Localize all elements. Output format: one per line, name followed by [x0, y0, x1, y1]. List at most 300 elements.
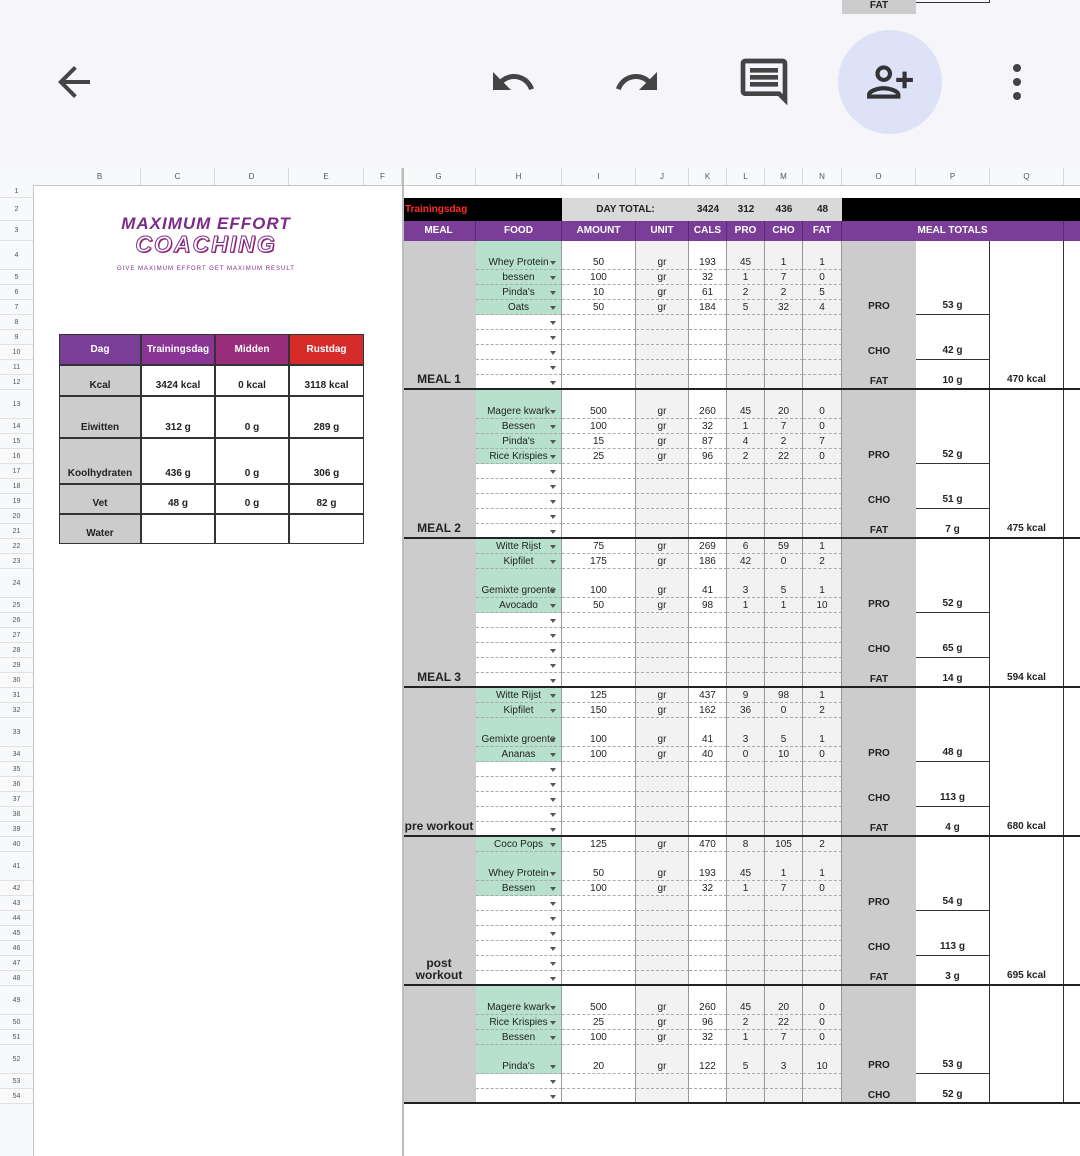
dropdown-arrow-icon[interactable]: [550, 470, 556, 474]
food-value: [803, 956, 842, 971]
food-value[interactable]: 75: [562, 539, 636, 554]
food-value[interactable]: [562, 315, 636, 330]
food-value[interactable]: [562, 360, 636, 375]
food-value: 5: [765, 718, 803, 747]
row-header[interactable]: 41: [0, 852, 33, 881]
dropdown-arrow-icon[interactable]: [550, 932, 556, 936]
dropdown-arrow-icon[interactable]: [550, 962, 556, 966]
column-header[interactable]: L: [727, 168, 765, 185]
food-value[interactable]: 20: [562, 1045, 636, 1074]
food-value: 10: [803, 1045, 842, 1074]
dropdown-arrow-icon[interactable]: [550, 679, 556, 683]
column-header[interactable]: B: [59, 168, 141, 185]
food-value[interactable]: [636, 613, 689, 628]
column-header[interactable]: N: [803, 168, 842, 185]
dropdown-arrow-icon[interactable]: [550, 366, 556, 370]
dropdown-arrow-icon[interactable]: [550, 872, 556, 876]
dropdown-arrow-icon[interactable]: [550, 1065, 556, 1069]
dropdown-arrow-icon[interactable]: [550, 902, 556, 906]
dropdown-arrow-icon[interactable]: [550, 917, 556, 921]
column-header[interactable]: J: [636, 168, 689, 185]
summary-row-label: Vet: [59, 484, 141, 514]
dropdown-arrow-icon[interactable]: [550, 1080, 556, 1084]
row-header[interactable]: 18: [0, 479, 33, 494]
dropdown-arrow-icon[interactable]: [550, 321, 556, 325]
food-value: [803, 613, 842, 628]
day-type-select[interactable]: Trainingsdag: [402, 198, 562, 221]
row-header[interactable]: 10: [0, 345, 33, 360]
dropdown-arrow-icon[interactable]: [550, 649, 556, 653]
macro-label: FAT: [842, 509, 916, 539]
dropdown-arrow-icon[interactable]: [550, 738, 556, 742]
dropdown-arrow-icon[interactable]: [550, 530, 556, 534]
row-header[interactable]: 43: [0, 896, 33, 911]
food-value[interactable]: [562, 643, 636, 658]
food-value[interactable]: [562, 762, 636, 777]
dropdown-arrow-icon[interactable]: [550, 947, 556, 951]
food-value[interactable]: gr: [636, 747, 689, 762]
row-header[interactable]: 3: [0, 221, 33, 241]
row-header[interactable]: 9: [0, 330, 33, 345]
dropdown-arrow-icon[interactable]: [550, 1021, 556, 1025]
food-select[interactable]: Magere kwark: [476, 390, 562, 419]
dropdown-arrow-icon[interactable]: [550, 619, 556, 623]
dropdown-arrow-icon[interactable]: [550, 664, 556, 668]
food-select[interactable]: Rice Krispies: [476, 449, 562, 464]
row-header[interactable]: 7: [0, 300, 33, 315]
dropdown-arrow-icon[interactable]: [550, 306, 556, 310]
food-value: 0: [803, 986, 842, 1015]
dropdown-arrow-icon[interactable]: [550, 545, 556, 549]
food-value[interactable]: gr: [636, 1015, 689, 1030]
food-value[interactable]: [636, 911, 689, 926]
food-value[interactable]: [636, 956, 689, 971]
food-value: 0: [803, 270, 842, 285]
food-value: 1: [727, 598, 765, 613]
food-value[interactable]: 100: [562, 1030, 636, 1045]
dropdown-arrow-icon[interactable]: [550, 887, 556, 891]
food-select[interactable]: Witte Rijst: [476, 539, 562, 554]
row-header[interactable]: 33: [0, 718, 33, 747]
food-value[interactable]: [636, 896, 689, 911]
column-header[interactable]: Q: [990, 168, 1064, 185]
food-value[interactable]: 500: [562, 986, 636, 1015]
summary-value[interactable]: [141, 514, 215, 544]
food-value[interactable]: 15: [562, 434, 636, 449]
food-value[interactable]: [562, 345, 636, 360]
dropdown-arrow-icon[interactable]: [550, 604, 556, 608]
row-header[interactable]: 14: [0, 419, 33, 434]
meal-kcal-total: 594 kcal: [990, 539, 1064, 688]
food-value[interactable]: [636, 330, 689, 345]
food-value[interactable]: [636, 360, 689, 375]
row-header[interactable]: 47: [0, 956, 33, 971]
row-header[interactable]: 15: [0, 434, 33, 449]
food-value[interactable]: [636, 1074, 689, 1089]
food-select[interactable]: Oats: [476, 300, 562, 315]
food-value: 269: [689, 539, 727, 554]
row-header[interactable]: 29: [0, 658, 33, 673]
food-select[interactable]: Pinda's: [476, 1045, 562, 1074]
food-value: [689, 956, 727, 971]
food-value[interactable]: 50: [562, 598, 636, 613]
dropdown-arrow-icon[interactable]: [550, 500, 556, 504]
dropdown-arrow-icon[interactable]: [550, 1095, 556, 1099]
column-header[interactable]: K: [689, 168, 727, 185]
food-value[interactable]: [636, 658, 689, 673]
dropdown-arrow-icon[interactable]: [550, 694, 556, 698]
row-header[interactable]: 6: [0, 285, 33, 300]
food-value[interactable]: gr: [636, 718, 689, 747]
food-value[interactable]: gr: [636, 390, 689, 419]
food-value[interactable]: [562, 911, 636, 926]
row-header[interactable]: 49: [0, 986, 33, 1015]
food-value[interactable]: [636, 807, 689, 822]
food-value: 2: [727, 285, 765, 300]
food-value: 2: [803, 703, 842, 718]
dropdown-arrow-icon[interactable]: [550, 515, 556, 519]
row-header[interactable]: 23: [0, 554, 33, 569]
food-value[interactable]: gr: [636, 285, 689, 300]
food-value[interactable]: [562, 628, 636, 643]
food-value[interactable]: [636, 926, 689, 941]
food-value[interactable]: gr: [636, 554, 689, 569]
food-value[interactable]: 25: [562, 1015, 636, 1030]
redo-icon: [613, 58, 661, 106]
summary-value[interactable]: 312 g: [141, 396, 215, 438]
dropdown-arrow-icon[interactable]: [550, 828, 556, 832]
food-value: 3: [727, 718, 765, 747]
food-select[interactable]: Avocado: [476, 598, 562, 613]
food-value[interactable]: [636, 628, 689, 643]
row-header[interactable]: 8: [0, 315, 33, 330]
summary-value[interactable]: 0 g: [215, 396, 289, 438]
dropdown-arrow-icon[interactable]: [550, 381, 556, 385]
row-header[interactable]: 50: [0, 1015, 33, 1030]
summary-value[interactable]: 306 g: [289, 438, 364, 484]
food-select[interactable]: Pinda's: [476, 285, 562, 300]
food-value[interactable]: gr: [636, 1045, 689, 1074]
column-header[interactable]: D: [215, 168, 289, 185]
food-value: 5: [727, 1045, 765, 1074]
food-value[interactable]: [562, 658, 636, 673]
food-value[interactable]: gr: [636, 852, 689, 881]
dropdown-arrow-icon[interactable]: [550, 768, 556, 772]
dropdown-arrow-icon[interactable]: [550, 843, 556, 847]
dropdown-arrow-icon[interactable]: [550, 589, 556, 593]
food-value[interactable]: 100: [562, 569, 636, 598]
dropdown-arrow-icon[interactable]: [550, 1036, 556, 1040]
food-value[interactable]: [562, 792, 636, 807]
food-value[interactable]: [636, 464, 689, 479]
food-value: 6: [727, 539, 765, 554]
summary-value[interactable]: 0 g: [215, 484, 289, 514]
row-header[interactable]: 51: [0, 1030, 33, 1045]
food-value: [689, 479, 727, 494]
share-button[interactable]: [838, 30, 942, 134]
row-header[interactable]: 32: [0, 703, 33, 718]
food-select[interactable]: Whey Protein: [476, 241, 562, 270]
food-value[interactable]: 100: [562, 718, 636, 747]
column-header[interactable]: I: [562, 168, 636, 185]
food-select[interactable]: Rice Krispies: [476, 1015, 562, 1030]
food-value[interactable]: 25: [562, 449, 636, 464]
food-value: [765, 494, 803, 509]
food-value: 32: [765, 300, 803, 315]
more-options-button[interactable]: [965, 30, 1069, 134]
row-header[interactable]: 19: [0, 494, 33, 509]
food-value: 470: [689, 837, 727, 852]
row-header[interactable]: 2: [0, 198, 33, 221]
dropdown-arrow-icon[interactable]: [550, 1006, 556, 1010]
food-value[interactable]: gr: [636, 434, 689, 449]
row-header[interactable]: 28: [0, 643, 33, 658]
food-value[interactable]: gr: [636, 986, 689, 1015]
food-value: 1: [727, 1030, 765, 1045]
summary-value[interactable]: 82 g: [289, 484, 364, 514]
food-value[interactable]: 50: [562, 300, 636, 315]
food-value[interactable]: [636, 762, 689, 777]
food-value: 5: [727, 300, 765, 315]
row-header[interactable]: 35: [0, 762, 33, 777]
food-value[interactable]: [636, 345, 689, 360]
row-header[interactable]: 52: [0, 1045, 33, 1074]
dropdown-arrow-icon[interactable]: [550, 440, 556, 444]
column-header[interactable]: O: [842, 168, 916, 185]
row-header[interactable]: 16: [0, 449, 33, 464]
comment-icon: [736, 54, 792, 110]
food-value: [689, 896, 727, 911]
summary-value[interactable]: 289 g: [289, 396, 364, 438]
food-value[interactable]: [562, 956, 636, 971]
food-select[interactable]: Kipfilet: [476, 554, 562, 569]
dropdown-arrow-icon[interactable]: [550, 813, 556, 817]
food-value[interactable]: [562, 479, 636, 494]
row-header[interactable]: 45: [0, 926, 33, 941]
summary-value[interactable]: 48 g: [141, 484, 215, 514]
dropdown-arrow-icon[interactable]: [550, 753, 556, 757]
summary-value[interactable]: 0 kcal: [215, 365, 289, 396]
dropdown-arrow-icon[interactable]: [550, 634, 556, 638]
dropdown-arrow-icon[interactable]: [550, 351, 556, 355]
food-value[interactable]: 100: [562, 270, 636, 285]
food-select[interactable]: Bessen: [476, 881, 562, 896]
row-header[interactable]: 4: [0, 241, 33, 270]
row-header[interactable]: 12: [0, 375, 33, 390]
summary-row-label: Eiwitten: [59, 396, 141, 438]
food-value[interactable]: gr: [636, 837, 689, 852]
summary-header: Dag: [59, 334, 141, 365]
column-header[interactable]: P: [916, 168, 990, 185]
food-value[interactable]: gr: [636, 881, 689, 896]
row-header[interactable]: 27: [0, 628, 33, 643]
food-value[interactable]: [562, 464, 636, 479]
food-value[interactable]: 50: [562, 241, 636, 270]
row-header[interactable]: 26: [0, 613, 33, 628]
food-value[interactable]: [636, 509, 689, 524]
food-value[interactable]: 175: [562, 554, 636, 569]
macro-total: 113 g: [916, 911, 990, 956]
meal-name: [402, 986, 476, 1104]
food-value[interactable]: [562, 1074, 636, 1089]
row-header[interactable]: 13: [0, 390, 33, 419]
meal-kcal-total: 475 kcal: [990, 390, 1064, 539]
food-value: [803, 464, 842, 479]
food-value: 1: [803, 718, 842, 747]
food-value[interactable]: [636, 494, 689, 509]
food-select[interactable]: Bessen: [476, 419, 562, 434]
food-select[interactable]: Ananas: [476, 747, 562, 762]
row-header[interactable]: 36: [0, 777, 33, 792]
food-value: 45: [727, 852, 765, 881]
food-value: [765, 926, 803, 941]
column-header[interactable]: E: [289, 168, 364, 185]
food-value: [765, 1074, 803, 1089]
food-value: 7: [803, 434, 842, 449]
summary-value[interactable]: 436 g: [141, 438, 215, 484]
row-header[interactable]: 5: [0, 270, 33, 285]
food-value[interactable]: gr: [636, 419, 689, 434]
food-select[interactable]: Witte Rijst: [476, 688, 562, 703]
summary-value[interactable]: 3118 kcal: [289, 365, 364, 396]
food-value[interactable]: gr: [636, 449, 689, 464]
row-header[interactable]: 46: [0, 941, 33, 956]
row-header[interactable]: 42: [0, 881, 33, 896]
food-select[interactable]: Gemixte groente: [476, 718, 562, 747]
food-value[interactable]: 125: [562, 837, 636, 852]
food-value[interactable]: gr: [636, 241, 689, 270]
food-select[interactable]: Bessen: [476, 1030, 562, 1045]
dropdown-arrow-icon[interactable]: [550, 798, 556, 802]
dropdown-arrow-icon[interactable]: [550, 425, 556, 429]
food-value[interactable]: gr: [636, 300, 689, 315]
plan-header: FAT: [803, 221, 842, 241]
column-header[interactable]: F: [364, 168, 402, 185]
macro-label: FAT: [842, 658, 916, 688]
row-header[interactable]: 54: [0, 1089, 33, 1104]
food-value[interactable]: gr: [636, 688, 689, 703]
food-value: 0: [803, 419, 842, 434]
comment-button[interactable]: [712, 30, 816, 134]
dropdown-arrow-icon[interactable]: [550, 455, 556, 459]
row-header[interactable]: 25: [0, 598, 33, 613]
row-header[interactable]: 48: [0, 971, 33, 986]
row-header[interactable]: 38: [0, 807, 33, 822]
row-header[interactable]: 34: [0, 747, 33, 762]
summary-value[interactable]: [215, 514, 289, 544]
column-header[interactable]: C: [141, 168, 215, 185]
food-select[interactable]: Magere kwark: [476, 986, 562, 1015]
food-value[interactable]: [636, 792, 689, 807]
food-value[interactable]: [562, 777, 636, 792]
food-value[interactable]: [562, 807, 636, 822]
row-header[interactable]: 30: [0, 673, 33, 688]
dropdown-arrow-icon[interactable]: [550, 783, 556, 787]
dropdown-arrow-icon[interactable]: [550, 560, 556, 564]
food-value[interactable]: [636, 941, 689, 956]
row-header[interactable]: 53: [0, 1074, 33, 1089]
redo-button[interactable]: [585, 30, 689, 134]
row-header[interactable]: 39: [0, 822, 33, 837]
dropdown-arrow-icon[interactable]: [550, 276, 556, 280]
food-value[interactable]: [562, 509, 636, 524]
summary-value[interactable]: 3424 kcal: [141, 365, 215, 396]
food-value[interactable]: [562, 494, 636, 509]
dropdown-arrow-icon[interactable]: [550, 410, 556, 414]
row-header[interactable]: 20: [0, 509, 33, 524]
row-header[interactable]: 24: [0, 569, 33, 598]
summary-value[interactable]: [289, 514, 364, 544]
back-button[interactable]: [22, 30, 126, 134]
row-header[interactable]: 21: [0, 524, 33, 539]
food-value[interactable]: [636, 479, 689, 494]
macro-total: 4 g: [916, 807, 990, 837]
food-value[interactable]: 150: [562, 703, 636, 718]
food-value[interactable]: [562, 330, 636, 345]
food-value[interactable]: gr: [636, 598, 689, 613]
food-value[interactable]: 50: [562, 852, 636, 881]
food-value[interactable]: 100: [562, 881, 636, 896]
dropdown-arrow-icon[interactable]: [550, 977, 556, 981]
undo-button[interactable]: [461, 30, 565, 134]
dropdown-arrow-icon[interactable]: [550, 261, 556, 265]
column-header[interactable]: M: [765, 168, 803, 185]
food-value[interactable]: [562, 941, 636, 956]
row-header[interactable]: 1: [0, 185, 33, 198]
food-value[interactable]: gr: [636, 569, 689, 598]
food-value[interactable]: 125: [562, 688, 636, 703]
food-select[interactable]: Pinda's: [476, 434, 562, 449]
food-value[interactable]: [636, 777, 689, 792]
summary-value[interactable]: 0 g: [215, 438, 289, 484]
dropdown-arrow-icon[interactable]: [550, 291, 556, 295]
row-header[interactable]: 17: [0, 464, 33, 479]
meal-kcal-total: 470 kcal: [990, 241, 1064, 390]
food-value[interactable]: gr: [636, 539, 689, 554]
food-value[interactable]: [636, 643, 689, 658]
food-value[interactable]: [636, 315, 689, 330]
food-select[interactable]: Whey Protein: [476, 852, 562, 881]
row-header[interactable]: 40: [0, 837, 33, 852]
dropdown-arrow-icon[interactable]: [550, 336, 556, 340]
food-select[interactable]: Gemixte groente: [476, 569, 562, 598]
food-value[interactable]: gr: [636, 703, 689, 718]
food-value[interactable]: [562, 926, 636, 941]
food-value[interactable]: [562, 613, 636, 628]
food-value[interactable]: 500: [562, 390, 636, 419]
dropdown-arrow-icon[interactable]: [550, 485, 556, 489]
food-value[interactable]: gr: [636, 270, 689, 285]
food-value[interactable]: 10: [562, 285, 636, 300]
food-value: 32: [689, 1030, 727, 1045]
column-header[interactable]: H: [476, 168, 562, 185]
food-value[interactable]: [562, 896, 636, 911]
food-value[interactable]: 100: [562, 419, 636, 434]
food-value[interactable]: 100: [562, 747, 636, 762]
row-header[interactable]: 37: [0, 792, 33, 807]
food-select[interactable]: bessen: [476, 270, 562, 285]
food-value[interactable]: gr: [636, 1030, 689, 1045]
food-select[interactable]: Kipfilet: [476, 703, 562, 718]
food-select[interactable]: Coco Pops: [476, 837, 562, 852]
column-header[interactable]: G: [402, 168, 476, 185]
row-header[interactable]: 22: [0, 539, 33, 554]
dropdown-arrow-icon[interactable]: [550, 709, 556, 713]
row-header[interactable]: 44: [0, 911, 33, 926]
row-header[interactable]: 11: [0, 360, 33, 375]
row-header[interactable]: 31: [0, 688, 33, 703]
food-value: [803, 494, 842, 509]
